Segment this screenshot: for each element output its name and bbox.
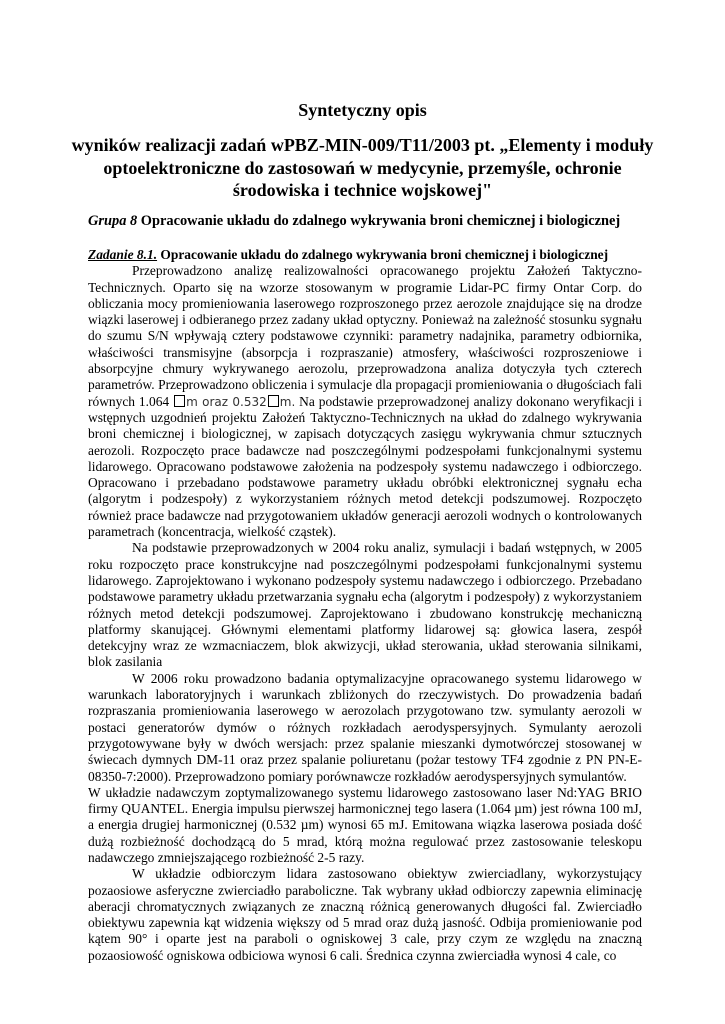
document-title: Syntetyczny opis <box>298 100 427 120</box>
paragraph-5: W układzie odbiorczym lidara zastosowano obiektyw zwierciadlany, wykorzystujący pozaosiowe asferyczne zwierciadło paraboliczne. Tak wybrany układ odbiorczy zapewnia eliminację aberacji chromatycznych związanych ze znaczną różnicą generowanych długości fal. Zwierciadło obiektywu zapewnia kąt widzenia większy od 5 mrad oraz dużą jasność. Odbija promieniowanie pod kątem 90° i oparte jest na paraboli o ogniskowej 3 cale, przy czym ze względu na znaczną pozaosiowość ogniskowa odbiciowa wynosi 6 cali. Średnica czynna zwierciadła wynosi 4 cale, co <box>88 866 642 963</box>
paragraph-2: Na podstawie przeprowadzonych w 2004 roku analiz, symulacji i badań wstępnych, w 2005 roku rozpoczęto prace konstrukcyjne nad poszczególnymi podzespołami funkcjonalnymi systemu lidarowego. Zaprojektowano i wykonano podzespoły systemu nadawczego i odbiorczego. Przebadano podstawowe parametry układu przetwarzania sygnału echa (algorytm i podzespoły) z wykorzystaniem różnych metod detekcji podszumowej. Zaprojektowano i zbudowano konstrukcję mechaniczną platformy skanującej. Głównymi elementami platformy lidarowej są: głowica lasera, zespół detekcyjny wraz ze wzmacniaczem, blok akwizycji, układ sterowania, układ sterowania silnikami, blok zasilania <box>88 540 642 670</box>
paragraph-1-measure-2: m. <box>279 394 296 409</box>
task-text: Opracowanie układu do zdalnego wykrywania broni chemicznej i biologicznej <box>157 247 609 262</box>
paragraph-4: W układzie nadawczym zoptymalizowanego systemu lidarowego zastosowano laser Nd:YAG BRIO firmy QUANTEL. Energia impulsu pierwszej harmonicznej tego lasera (1.064 µm) jest równa 100 mJ, a energia drugiej harmonicznej (0.532 µm) wynosi 65 mJ. Emitowana wiązka laserowa posiada dość dużą rozbieżność dochodzącą do 5 mrad, którą można regulować przez zastosowanie teleskopu nadawczego zmniejszającego rozbieżność 2-5 razy. <box>88 784 642 865</box>
paragraph-1-measure-1: m oraz 0.532 <box>186 394 267 409</box>
paragraph-3: W 2006 roku prowadzono badania optymalizacyjne opracowanego systemu lidarowego w warunkach laboratoryjnych i warunkach zbliżonych do rzeczywistych. Do prowadzenia badań rozpraszania promieniowania laserowego w aerozolach przygotowano tzw. symulanty aerozoli w postaci generatorów dymów o różnych rozkładach aerodyspersyjnych. Symulanty aerozoli przygotowywane były w dwóch wersjach: przez spalanie mieszanki dymotwórczej stosowanej w świecach dymnych DM-11 oraz przez spalanie poliuretanu (pożar testowy TF4 zgodnie z PN PN-E-08350-7:2000). Przeprowadzono pomiary porównawcze rozkładów aerodyspersyjnych symulantów. <box>88 670 642 784</box>
task-heading <box>88 247 642 263</box>
group-heading <box>88 212 648 230</box>
group-label: Grupa 8 <box>88 213 138 229</box>
document-subtitle: wyników realizacji zadań wPBZ-MIN-009/T11/2003 pt. „Elementy i moduły optoelektroniczne do zastosowań w medycynie, przemyśle, ochronie środowiska i technice wojskowej" <box>71 135 654 200</box>
task-label: Zadanie 8.1. <box>88 247 158 262</box>
missing-glyph-box <box>174 395 185 407</box>
missing-glyph-box <box>268 395 279 407</box>
document-body <box>88 247 642 964</box>
paragraph-1-text-a: Przeprowadzono analizę realizowalności opracowanego projektu Założeń Taktyczno-Technicznych. Oparto się na wzorze stosowanym w programie Lidar-PC firmy Ontar Corp. do obliczania mocy promieniowania laserowego rozproszonego przez aerozole znajdujące się na drodze wiązki laserowej i odbieranego przez zadany układ optyczny. Ponieważ na zależność stosunku sygnału do szumu S/N wpływają cztery podstawowe czynniki: parametry nadajnika, parametry odbiornika, właściwości transmisyjne (absorpcja i rozpraszanie) atmosfery, właściwości rozproszeniowe i absorpcyjne chmury wykrywanego aerozolu, przeprowadzona analiza dotyczyła tych czterech parametrów. Przeprowadzono obliczenia i symulacje dla propagacji promieniowania o długościach fali równych 1.064 <box>88 263 642 409</box>
paragraph-1-text-b: Na podstawie przeprowadzonej analizy dokonano weryfikacji i wstępnych uzgodnień projektu Założeń Taktyczno-Technicznych na układ do zdalnego wykrywania broni chemicznej i biologicznej, w zapisach dotyczących zasięgu wykrywania chmur sztucznych aerozoli. Rozpoczęto prace badawcze nad poszczególnymi podzespołami funkcjonalnymi systemu lidarowego. Opracowano podstawowe założenia na podzespoły systemu nadawczego i odbiorczego. Opracowano i przebadano podstawowe parametry układu obróbki elektronicznej sygnału echa (algorytm i podzespoły) z wykorzystaniem różnych metod detekcji podszumowej. Rozpoczęto również prace badawcze nad przygotowaniem układów generacji aerozoli wodnych o kontrolowanych parametrach (koncentracja, wielkość cząstek). <box>88 393 642 540</box>
group-text: Opracowanie układu do zdalnego wykrywania broni chemicznej i biologicznej <box>137 213 621 229</box>
paragraph-1 <box>88 263 642 540</box>
